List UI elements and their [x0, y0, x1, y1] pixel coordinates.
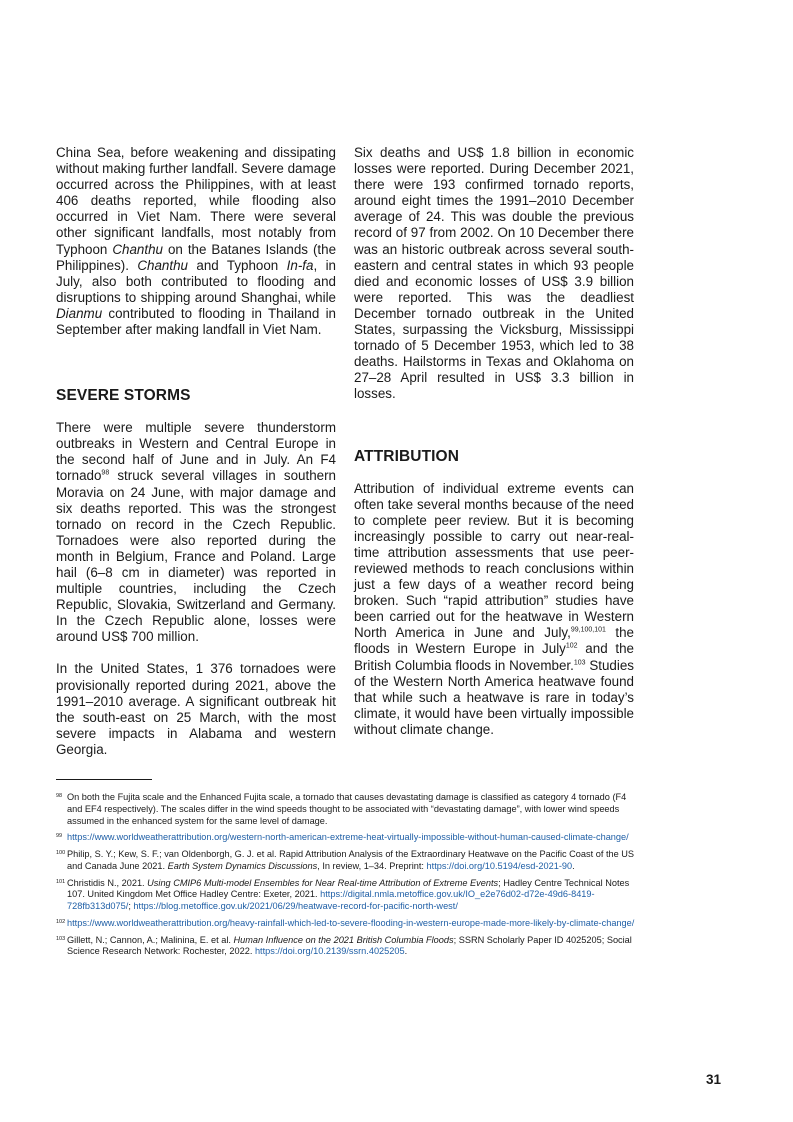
- paragraph-text: struck several villages in southern Moravia on 24 June, with major damage and six deaths reported. This was the strongest tornado on record in the Czech Republic. Tornadoes were also reported during the month in Belgium, France and Poland. Large hail (6–8 cm in diameter) was reported in multiple countries, including the Czech Republic, Slovakia, Switzerland and Germany. In the Czech Republic alone, losses were around US$ 700 million.: [56, 468, 336, 645]
- paragraph-text: , in July, also both contributed to flooding and disruptions to shipping around Shanghai, while: [56, 257, 336, 305]
- footnote-text: Christidis N., 2021.: [67, 877, 148, 888]
- footnote-text: .: [572, 860, 575, 871]
- footnote-103: [56, 935, 642, 959]
- heading-attribution: ATTRIBUTION: [354, 447, 459, 465]
- footnote-text: Philip, S. Y.; Kew, S. F.; van Oldenborgh, G. J. et al. Rapid Attribution Analysis of the Extraordinary Heatwave on the Pacific Coast of the US and Canada June 2021.: [67, 849, 635, 871]
- paragraph-text: Studies of the Western North America heatwave found that while such a heatwave is rare in today’s climate, it would have been virtually impossible without climate change.: [354, 657, 634, 737]
- footnote-link[interactable]: https://www.worldweatherattribution.org/western-north-american-extreme-heat-virtually-impossible-without-human-caused-climate-change/: [67, 832, 629, 843]
- footnote-link[interactable]: https://blog.metoffice.gov.uk/2021/06/29/heatwave-record-for-pacific-north-west/: [133, 901, 458, 912]
- footnote-text: ; Hadley Centre Technical Notes 107. United Kingdom Met Office Hadley Centre: Exeter, 2021.: [67, 877, 630, 900]
- footnote-link[interactable]: https://doi.org/10.5194/esd-2021-90: [426, 860, 573, 871]
- paragraph-text: There were multiple severe thunderstorm outbreaks in Western and Central Europe in the second half of June and in July. An F4 tornado: [56, 420, 336, 484]
- paragraph-europe-storms: [56, 420, 336, 645]
- paragraph-us-tornadoes: [56, 661, 336, 758]
- footnote-number: 102: [56, 918, 66, 925]
- paragraph-italic-text: Dianmu: [56, 305, 103, 321]
- footnote-reference: 103: [573, 659, 586, 667]
- footnote-link[interactable]: https://digital.nmla.metoffice.gov.uk/IO_e2e76d02-d72e-49d6-8419-728fb313d075/: [67, 889, 595, 912]
- footnote-98: [56, 792, 642, 828]
- paragraph-italic-text: Chanthu: [137, 257, 188, 273]
- page-number: 31: [705, 1072, 721, 1087]
- footnote-link[interactable]: https://www.worldweatherattribution.org/heavy-rainfall-which-led-to-severe-flooding-in-western-europe-made-more-likely-by-climate-change/: [67, 917, 635, 928]
- footnote-text: ; SSRN Scholarly Paper ID 4025205; Social Science Research Network: Rochester, 2022.: [67, 934, 632, 957]
- paragraph-text: and the British Columbia floods in November.: [354, 641, 634, 673]
- footnote-text: Gillett, N.; Cannon, A.; Malinina, E. et al.: [67, 934, 234, 945]
- footnote-102: [56, 918, 642, 930]
- footnote-text: , In review, 1–34. Preprint:: [317, 860, 427, 871]
- paragraph-text: the floods in Western Europe in July: [354, 625, 634, 657]
- footnote-number: 98: [56, 793, 63, 799]
- footnote-number: 100: [56, 850, 66, 856]
- paragraph-us-losses: [354, 145, 634, 403]
- paragraph-text: contributed to flooding in Thailand in September after making landfall in Viet Nam.: [56, 305, 336, 338]
- footnote-100: [56, 849, 642, 873]
- footnote-text: ;: [128, 901, 134, 912]
- footnote-reference: 99,100,101: [570, 626, 606, 634]
- footnote-divider: [56, 779, 152, 780]
- left-column: [56, 145, 336, 758]
- paragraph-italic-text: In-fa: [286, 257, 314, 273]
- paragraph-text: on the Batanes Islands (the Philippines).: [56, 241, 337, 273]
- footnote-number: 101: [56, 878, 66, 885]
- footnotes: [56, 792, 642, 963]
- heading-severe-storms: SEVERE STORMS: [56, 387, 191, 405]
- footnote-number: 103: [56, 935, 66, 942]
- footnote-99: [56, 832, 642, 844]
- paragraph-italic-text: Chanthu: [112, 241, 163, 257]
- footnote-link[interactable]: https://doi.org/10.2139/ssrn.4025205: [254, 946, 405, 957]
- footnote-italic-text: Using CMIP6 Multi-model Ensembles for Near Real-time Attribution of Extreme Events: [147, 877, 499, 888]
- footnote-text: .: [404, 946, 408, 957]
- right-column: [354, 145, 634, 738]
- footnote-reference: 102: [565, 642, 578, 650]
- paragraph-text: In the United States, 1 376 tornadoes were provisionally reported during 2021, above the 1991–2010 average. A significant outbreak hit the south-east on 25 March, with the most severe impacts in Alabama and western Georgia.: [56, 661, 336, 757]
- paragraph-attribution: [354, 481, 634, 739]
- footnote-text: On both the Fujita scale and the Enhanced Fujita scale, a tornado that causes devastating damage is classified as category 4 tornado (F4 and EF4 respectively). The scales differ in the wind speeds thought to be associated with “devastating damage”, with lower wind speeds assumed in the enhanced system for the same level of damage.: [67, 792, 627, 826]
- footnote-number: 99: [56, 833, 63, 840]
- footnote-reference: 98: [101, 469, 110, 477]
- paragraph-text: Attribution of individual extreme events can often take several months because of the need to complete peer review. But it is becoming increasingly possible to carry out near-real-time attribution assessments that use peer-reviewed methods to reach conclusions within just a few days of a weather record being broken. Such “rapid attribution” studies have been carried out for the heatwave in Western North America in June and July,: [354, 480, 634, 641]
- paragraph-typhoons: [56, 145, 336, 338]
- paragraph-text: China Sea, before weakening and dissipating without making further landfall. Severe damage occurred across the Philippines, with at least 406 deaths reported, while flooding also occurred in Viet Nam. There were several other significant landfalls, most notably from Typhoon: [56, 145, 336, 257]
- footnote-101: [56, 878, 642, 914]
- paragraph-text: and Typhoon: [187, 257, 287, 273]
- footnote-italic-text: Earth System Dynamics Discussions: [167, 860, 318, 871]
- footnote-italic-text: Human Influence on the 2021 British Columbia Floods: [233, 934, 454, 945]
- paragraph-text: Six deaths and US$ 1.8 billion in economic losses were reported. During December 2021, there were 193 confirmed tornado reports, around eight times the 1991–2010 December average of 24. This was double the previous record of 97 from 2002. On 10 December there was an historic outbreak across several south-eastern and central states in which 93 people died and economic losses of US$ 3.9 billion were reported. This was the deadliest December tornado outbreak in the United States, surpassing the Vicksburg, Mississippi tornado of 5 December 1953, which led to 38 deaths. Hailstorms in Texas and Oklahoma on 27–28 April resulted in US$ 3.3 billion in losses.: [354, 145, 634, 402]
